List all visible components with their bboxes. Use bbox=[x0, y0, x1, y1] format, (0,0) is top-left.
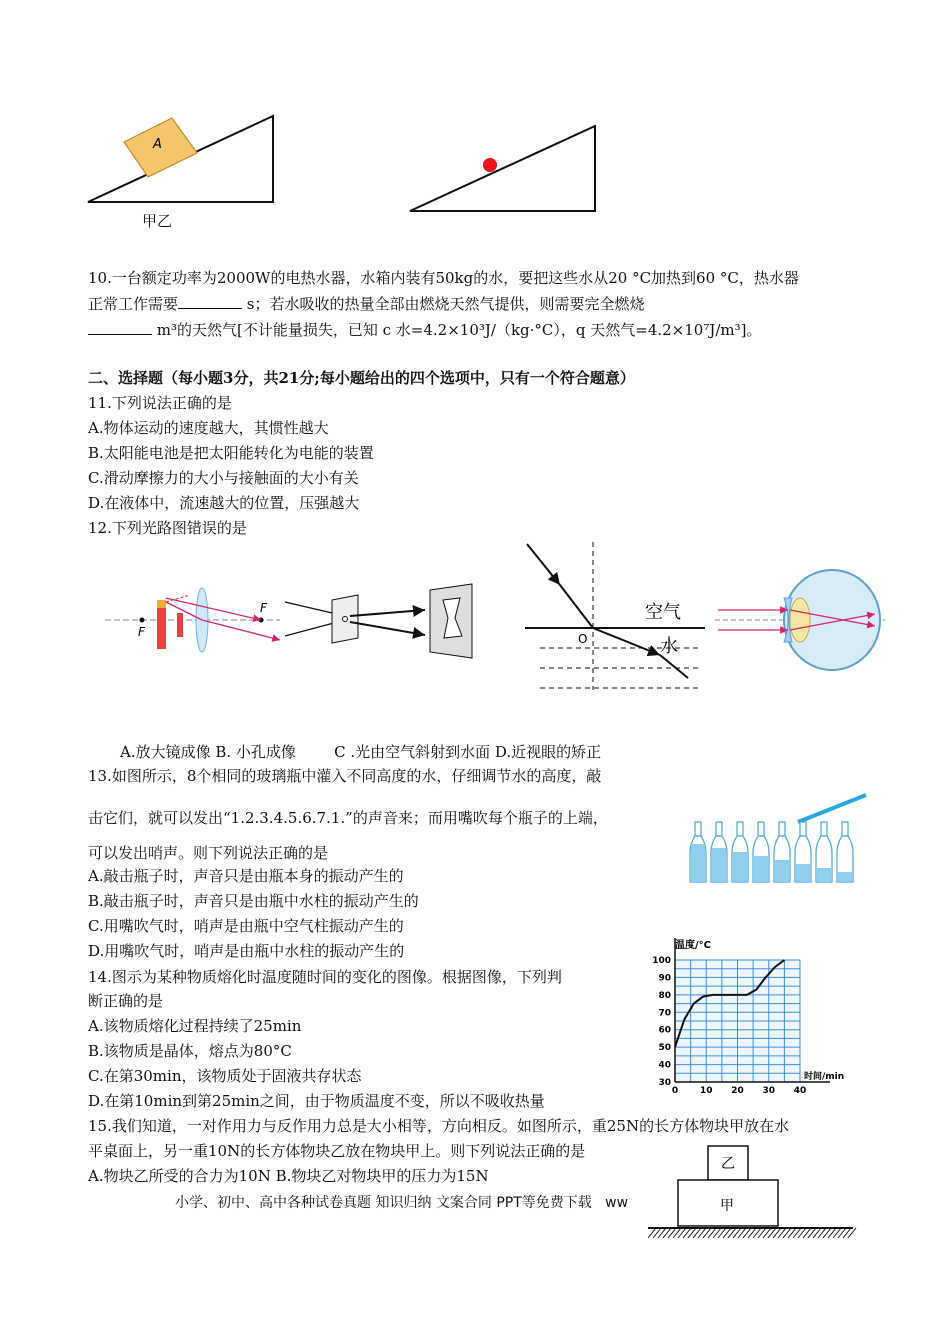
bottle bbox=[795, 822, 811, 882]
q15-line2: 平桌面上，另一重10N的长方体物块乙放在物块甲上。则下列说法正确的是 bbox=[88, 1142, 586, 1160]
answer-blank-1[interactable] bbox=[178, 294, 242, 309]
svg-text:O: O bbox=[578, 632, 588, 646]
section-heading: 二、选择题（每小题3分，共21分;每小题给出的四个选项中，只有一个符合题意） bbox=[88, 369, 635, 387]
block-yi-label: 乙 bbox=[721, 1156, 735, 1172]
q12-options: A.放大镜成像 B. 小孔成像 C .光由空气斜射到水面 D.近视眼的矫正 bbox=[120, 743, 602, 761]
y-axis-label: 温度/°C bbox=[675, 940, 711, 951]
bottle bbox=[732, 822, 748, 882]
svg-text:F: F bbox=[260, 601, 267, 615]
q12-stem: 12.下列光路图错误的是 bbox=[88, 519, 247, 537]
q14-option-d: D.在第10min到第25min之间，由于物质温度不变，所以不吸收热量 bbox=[88, 1092, 545, 1110]
answer-blank-2[interactable] bbox=[88, 320, 152, 335]
q13-line1: 13.如图所示，8个相同的玻璃瓶中灌入不同高度的水，仔细调节水的高度，敲 bbox=[88, 767, 602, 785]
blow-stick bbox=[798, 795, 866, 822]
q10-line2: 正常工作需要 s；若水吸收的热量全部由燃烧天然气提供，则需要完全燃烧 bbox=[88, 295, 645, 313]
q15-line1: 15.我们知道，一对作用力与反作用力总是大小相等，方向相反。如图所示，重25N的长方体物块甲放在水 bbox=[88, 1117, 790, 1135]
footer-text: 小学、初中、高中各种试卷真题 知识归纳 文案合同 PPT等免费下载 ww bbox=[175, 1195, 629, 1211]
diagram-pinhole bbox=[285, 584, 472, 658]
q13-line3: 可以发出哨声。则下列说法正确的是 bbox=[88, 844, 329, 862]
q14-line2: 断正确的是 bbox=[88, 992, 164, 1010]
bottle bbox=[690, 822, 706, 882]
y-tick-label: 70 bbox=[658, 1008, 671, 1019]
x-tick-label: 10 bbox=[699, 1086, 713, 1096]
diagram-magnifier bbox=[105, 588, 280, 652]
q14-option-a: A.该物质熔化过程持续了25min bbox=[88, 1017, 302, 1035]
svg-text:空气: 空气 bbox=[645, 602, 681, 623]
light-path-diagrams bbox=[100, 540, 890, 715]
diagram-myopia bbox=[715, 570, 885, 670]
y-tick-label: 30 bbox=[658, 1078, 671, 1088]
q13-option-c: C.用嘴吹气时，哨声是由瓶中空气柱振动产生的 bbox=[88, 917, 404, 935]
y-tick-label: 60 bbox=[658, 1025, 671, 1036]
q15-option-ab: A.物块乙所受的合力为10N B.物块乙对物块甲的压力为15N bbox=[88, 1167, 489, 1185]
q10-line1: 10.一台额定功率为2000W的电热水器，水箱内装有50kg的水，要把这些水从20 °C加热到60 °C，热水器 bbox=[88, 269, 799, 287]
q13-option-b: B.敲击瓶子时，声音只是由瓶中水柱的振动产生的 bbox=[88, 892, 419, 910]
q11-stem: 11.下列说法正确的是 bbox=[88, 394, 232, 412]
y-tick-label: 80 bbox=[658, 990, 671, 1001]
q13-option-d: D.用嘴吹气时，哨声是由瓶中水柱的振动产生的 bbox=[88, 942, 405, 960]
incline-with-block bbox=[88, 116, 273, 202]
bottle bbox=[837, 822, 853, 882]
bottle bbox=[816, 822, 832, 882]
y-tick-label: 100 bbox=[652, 956, 671, 966]
q13-option-a: A.敲击瓶子时，声音只是由瓶本身的振动产生的 bbox=[88, 867, 404, 885]
x-tick-label: 40 bbox=[793, 1086, 807, 1096]
bottle-row bbox=[690, 822, 853, 882]
table-hatching bbox=[648, 1228, 856, 1238]
q10-line3: m³的天然气[不计能量损失，已知 c 水=4.2×10³J/（kg·°C），q 天然气=4.2×10⁷J/m³]。 bbox=[88, 320, 762, 340]
y-tick-label: 40 bbox=[658, 1060, 671, 1071]
block-jia-label: 甲 bbox=[720, 1198, 734, 1214]
diagram-refraction bbox=[525, 542, 705, 690]
svg-text:F: F bbox=[138, 625, 145, 639]
block-a-label: A bbox=[153, 137, 162, 152]
y-tick-label: 90 bbox=[658, 973, 671, 984]
incline-with-ball bbox=[410, 126, 595, 211]
q11-option-c: C.滑动摩擦力的大小与接触面的大小有关 bbox=[88, 469, 359, 487]
y-tick-label: 50 bbox=[658, 1043, 671, 1054]
bottle bbox=[711, 822, 727, 882]
x-tick-label: 20 bbox=[731, 1086, 744, 1096]
red-ball bbox=[483, 158, 497, 172]
bottle bbox=[774, 822, 790, 882]
figure-caption: 甲乙 bbox=[142, 212, 173, 230]
q14-line1: 14.图示为某种物质熔化时温度随时间的变化的图像。根据图像，下列判 bbox=[88, 968, 562, 986]
x-axis-label: 时间/min bbox=[804, 1072, 845, 1082]
melting-chart bbox=[648, 930, 858, 1098]
stacked-blocks-figure bbox=[648, 1142, 858, 1242]
q14-option-b: B.该物质是晶体，熔点为80°C bbox=[88, 1042, 292, 1060]
bottles-figure bbox=[680, 790, 870, 890]
q11-option-d: D.在液体中，流速越大的位置，压强越大 bbox=[88, 494, 360, 512]
q11-option-a: A.物体运动的速度越大，其惯性越大 bbox=[88, 419, 329, 437]
q11-option-b: B.太阳能电池是把太阳能转化为电能的装置 bbox=[88, 444, 374, 462]
x-tick-label: 30 bbox=[762, 1086, 776, 1096]
chart-plot-area bbox=[652, 938, 844, 1096]
q14-option-c: C.在第30min，该物质处于固液共存状态 bbox=[88, 1067, 362, 1085]
svg-text:水: 水 bbox=[660, 636, 678, 657]
x-tick-label: 0 bbox=[671, 1086, 679, 1096]
q13-line2: 击它们，就可以发出“1.2.3.4.5.6.7.1.”的声音来；而用嘴吹每个瓶子的上端， bbox=[88, 809, 608, 827]
bottle bbox=[753, 822, 769, 882]
